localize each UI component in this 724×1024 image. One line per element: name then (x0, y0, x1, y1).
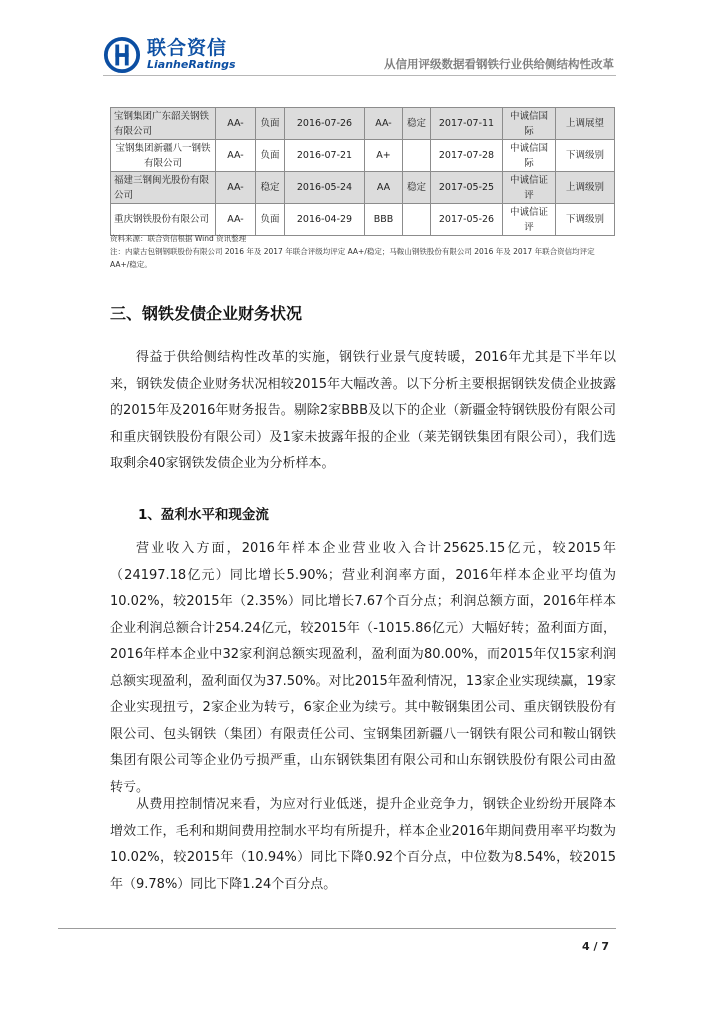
page-header (0, 0, 724, 80)
table-cell: 稳定 (403, 108, 431, 140)
table-cell: 宝钢集团新疆八一钢铁有限公司 (111, 140, 216, 172)
table-cell: 中诚信国际 (503, 108, 556, 140)
section-heading: 三、钢铁发债企业财务状况 (110, 304, 303, 323)
table-cell: 2016-07-26 (285, 108, 365, 140)
table-cell: 下调级别 (556, 140, 615, 172)
logo-english-name: LianheRatings (147, 58, 236, 71)
table-cell: AA (365, 172, 403, 204)
table-row (111, 108, 615, 140)
company-logo (103, 36, 236, 74)
table-cell: 中诚信证评 (503, 204, 556, 236)
table-cell: 2017-07-11 (431, 108, 503, 140)
table-source: 资料来源：联合资信根据 Wind 资讯整理 (110, 234, 247, 243)
table-cell: 负面 (256, 204, 285, 236)
footer-divider (58, 928, 616, 929)
table-note: 注：内蒙古包钢钢联股份有限公司 2016 年及 2017 年联合评级均评定 AA+/稳定；马鞍山钢铁股份有限公司 2016 年及 2017 年联合资信均评定 AA+/稳定。 (110, 247, 595, 269)
lianhe-logo-icon (103, 36, 141, 74)
cost-paragraph (110, 792, 616, 898)
paragraph-text: 营业收入方面，2016年样本企业营业收入合计25625.15亿元，较2015年（24197.18亿元）同比增长5.90%；营业利润率方面，2016年样本企业平均值为10.02%，较2015年（2.35%）同比增长7.67个百分点；利润总额方面，2016年样本企业利润总额合计254.24亿元，较2015年（-1015.86亿元）大幅好转；盈利面方面，2016年样本企业中32家利润总额实现盈利，盈利面为80.00%，而2015年仅15家利润总额实现盈利，盈利面仅为37.50%。对比2015年盈利情况，13家企业实现续赢，19家企业实现扭亏，2家企业为转亏，6家企业为续亏。其中鞍钢集团公司、重庆钢铁股份有限公司、包头钢铁（集团）有限责任公司、宝钢集团新疆八一钢铁有限公司和鞍山钢铁集团有限公司等企业仍亏损严重，山东钢铁集团有限公司和山东钢铁股份有限公司由盈转亏。 (110, 541, 616, 795)
table-row (111, 204, 615, 236)
table-cell: 2016-07-21 (285, 140, 365, 172)
table-cell (403, 204, 431, 236)
paragraph-text: 从费用控制情况来看，为应对行业低迷，提升企业竞争力，钢铁企业纷纷开展降本增效工作，毛利和期间费用控制水平均有所提升，样本企业2016年期间费用率平均数为10.02%，较2015年（10.94%）同比下降0.92个百分点，中位数为8.54%，较2015年（9.78%）同比下降1.24个百分点。 (110, 797, 616, 892)
table-row (111, 140, 615, 172)
table-cell (403, 140, 431, 172)
table-cell: AA- (216, 204, 256, 236)
table-cell: BBB (365, 204, 403, 236)
table-row (111, 172, 615, 204)
table-cell: 下调级别 (556, 204, 615, 236)
logo-chinese-name: 联合资信 (147, 37, 228, 59)
table-cell: AA- (216, 140, 256, 172)
header-divider (103, 75, 616, 76)
table-cell: A+ (365, 140, 403, 172)
table-cell: 福建三钢闽光股份有限公司 (111, 172, 216, 204)
table-cell: AA- (365, 108, 403, 140)
table-cell: 中诚信证评 (503, 172, 556, 204)
table-cell: 宝钢集团广东韶关钢铁有限公司 (111, 108, 216, 140)
table-cell: 上调级别 (556, 172, 615, 204)
paragraph-text: 得益于供给侧结构性改革的实施，钢铁行业景气度转暖，2016年尤其是下半年以来，钢铁发债企业财务状况相较2015年大幅改善。以下分析主要根据钢铁发债企业披露的2015年及2016年财务报告。剔除2家BBB及以下的企业（新疆金特钢铁股份有限公司和重庆钢铁股份有限公司）及1家未披露年报的企业（莱芜钢铁集团有限公司），我们选取剩余40家钢铁发债企业为分析样本。 (110, 350, 616, 471)
table-cell: 2016-05-24 (285, 172, 365, 204)
table-cell: 2016-04-29 (285, 204, 365, 236)
subsection-heading: 1、盈利水平和现金流 (138, 507, 269, 523)
table-cell: 重庆钢铁股份有限公司 (111, 204, 216, 236)
table-cell: 2017-05-25 (431, 172, 503, 204)
table-cell: 负面 (256, 140, 285, 172)
profit-paragraph (110, 536, 616, 801)
table-cell: 负面 (256, 108, 285, 140)
page-number: 4 / 7 (582, 940, 609, 953)
table-cell: 2017-07-28 (431, 140, 503, 172)
table-cell: 稳定 (256, 172, 285, 204)
document-title: 从信用评级数据看钢铁行业供给侧结构性改革 (384, 57, 614, 71)
table-cell: AA- (216, 172, 256, 204)
table-cell: 中诚信国际 (503, 140, 556, 172)
rating-change-table (110, 107, 614, 236)
table-cell: 稳定 (403, 172, 431, 204)
table-cell: AA- (216, 108, 256, 140)
table-cell: 2017-05-26 (431, 204, 503, 236)
table-cell: 上调展望 (556, 108, 615, 140)
intro-paragraph (110, 345, 616, 478)
